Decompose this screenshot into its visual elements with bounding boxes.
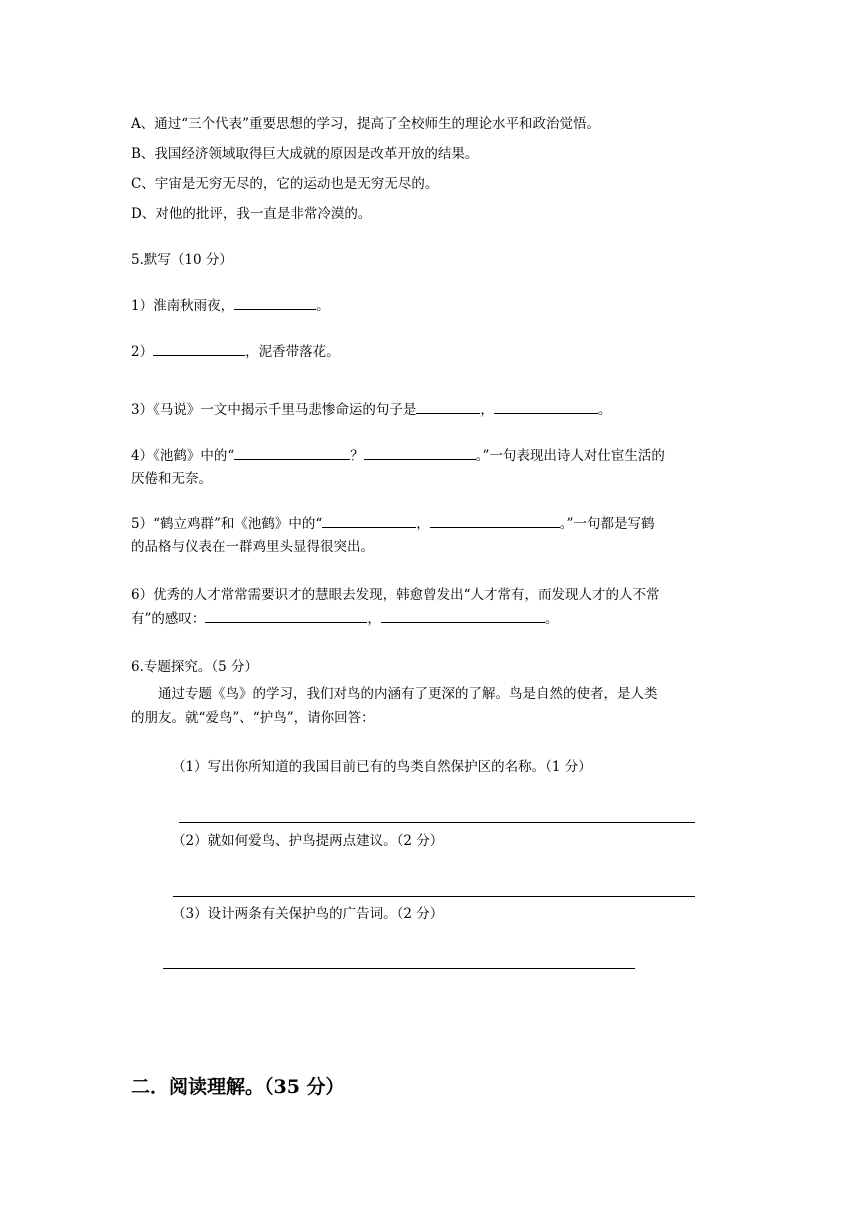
q5-item-4	[131, 447, 665, 465]
q5-item-3-prefix: 3）《马说》一文中揭示千里马悲惨命运的句子是	[131, 402, 417, 418]
q5-item-4-line2: 厌倦和无奈。	[131, 471, 212, 487]
answer-blank[interactable]	[153, 343, 245, 356]
q5-item-3	[131, 401, 611, 419]
q4-option-d: D、对他的批评，我一直是非常冷漠的。	[131, 206, 372, 222]
q5-item-4-mid: ？	[350, 448, 364, 464]
q6-intro-line1: 通过专题《鸟》的学习，我们对鸟的内涵有了更深的了解。鸟是自然的使者，是人类	[158, 686, 658, 702]
answer-blank[interactable]	[364, 447, 476, 460]
answer-line-1[interactable]	[179, 822, 695, 823]
q5-item-5-prefix: 5）“鹤立鸡群”和《池鹤》中的“	[131, 516, 323, 532]
answer-blank[interactable]	[430, 515, 560, 528]
answer-line-3[interactable]	[163, 968, 635, 969]
q5-item-6-line1: 6）优秀的人才常常需要识才的慧眼去发现，韩愈曾发出“人才常有，而发现人才的人不常	[131, 587, 660, 603]
q5-item-1-suffix: 。	[316, 298, 330, 314]
q4-option-c: C、宇宙是无穷无尽的，它的运动也是无穷无尽的。	[131, 176, 439, 192]
q6-sub-question-1: （1）写出你所知道的我国目前已有的鸟类自然保护区的名称。（1 分）	[172, 759, 592, 775]
q5-item-2	[131, 343, 340, 361]
q6-intro-line2: 的朋友。就“爱鸟”、“护鸟”，请你回答：	[131, 710, 375, 726]
q5-item-1	[131, 297, 330, 315]
answer-blank[interactable]	[322, 515, 416, 528]
q6-sub-question-3: （3）设计两条有关保护鸟的广告词。（2 分）	[172, 906, 444, 922]
q5-item-5-line2: 的品格与仪表在一群鸡里头显得很突出。	[131, 539, 374, 555]
q5-item-6-suffix: 。	[544, 611, 559, 627]
q6-sub-question-2: （2）就如何爱鸟、护鸟提两点建议。（2 分）	[172, 833, 444, 849]
q4-option-b: B、我国经济领域取得巨大成就的原因是改革开放的结果。	[131, 146, 479, 162]
q5-item-3-mid: ，	[480, 402, 494, 418]
q5-item-5	[131, 515, 654, 533]
answer-blank[interactable]	[494, 401, 598, 414]
q5-title: 5.默写（10 分）	[131, 252, 233, 268]
answer-blank[interactable]	[234, 447, 350, 460]
q5-item-6-mid: ，	[367, 611, 381, 627]
q5-item-5-suffix: 。”一句都是写鹤	[559, 516, 655, 532]
q5-item-6-prefix: 有”的感叹：	[131, 611, 206, 627]
q5-item-1-prefix: 1）淮南秋雨夜，	[131, 298, 235, 314]
q6-title: 6.专题探究。（5 分）	[131, 659, 259, 675]
q4-option-a: A、通过“三个代表”重要思想的学习，提高了全校师生的理论水平和政治觉悟。	[131, 116, 601, 132]
q5-item-2-suffix: ，泥香带落花。	[245, 344, 340, 360]
answer-blank[interactable]	[381, 610, 545, 623]
q5-item-6-line2	[131, 610, 558, 628]
section-heading: 二．阅读理解。（35 分）	[131, 1076, 345, 1098]
answer-line-2[interactable]	[173, 896, 695, 897]
q5-item-2-prefix: 2）	[131, 344, 154, 360]
q5-item-3-suffix: 。	[597, 402, 612, 418]
answer-blank[interactable]	[416, 401, 480, 414]
answer-blank[interactable]	[234, 297, 316, 310]
answer-blank[interactable]	[205, 610, 367, 623]
q5-item-5-mid: ，	[416, 516, 430, 532]
q5-item-4-prefix: 4）《池鹤》中的“	[131, 448, 235, 464]
q5-item-4-suffix: 。”一句表现出诗人对仕宦生活的	[475, 448, 665, 464]
